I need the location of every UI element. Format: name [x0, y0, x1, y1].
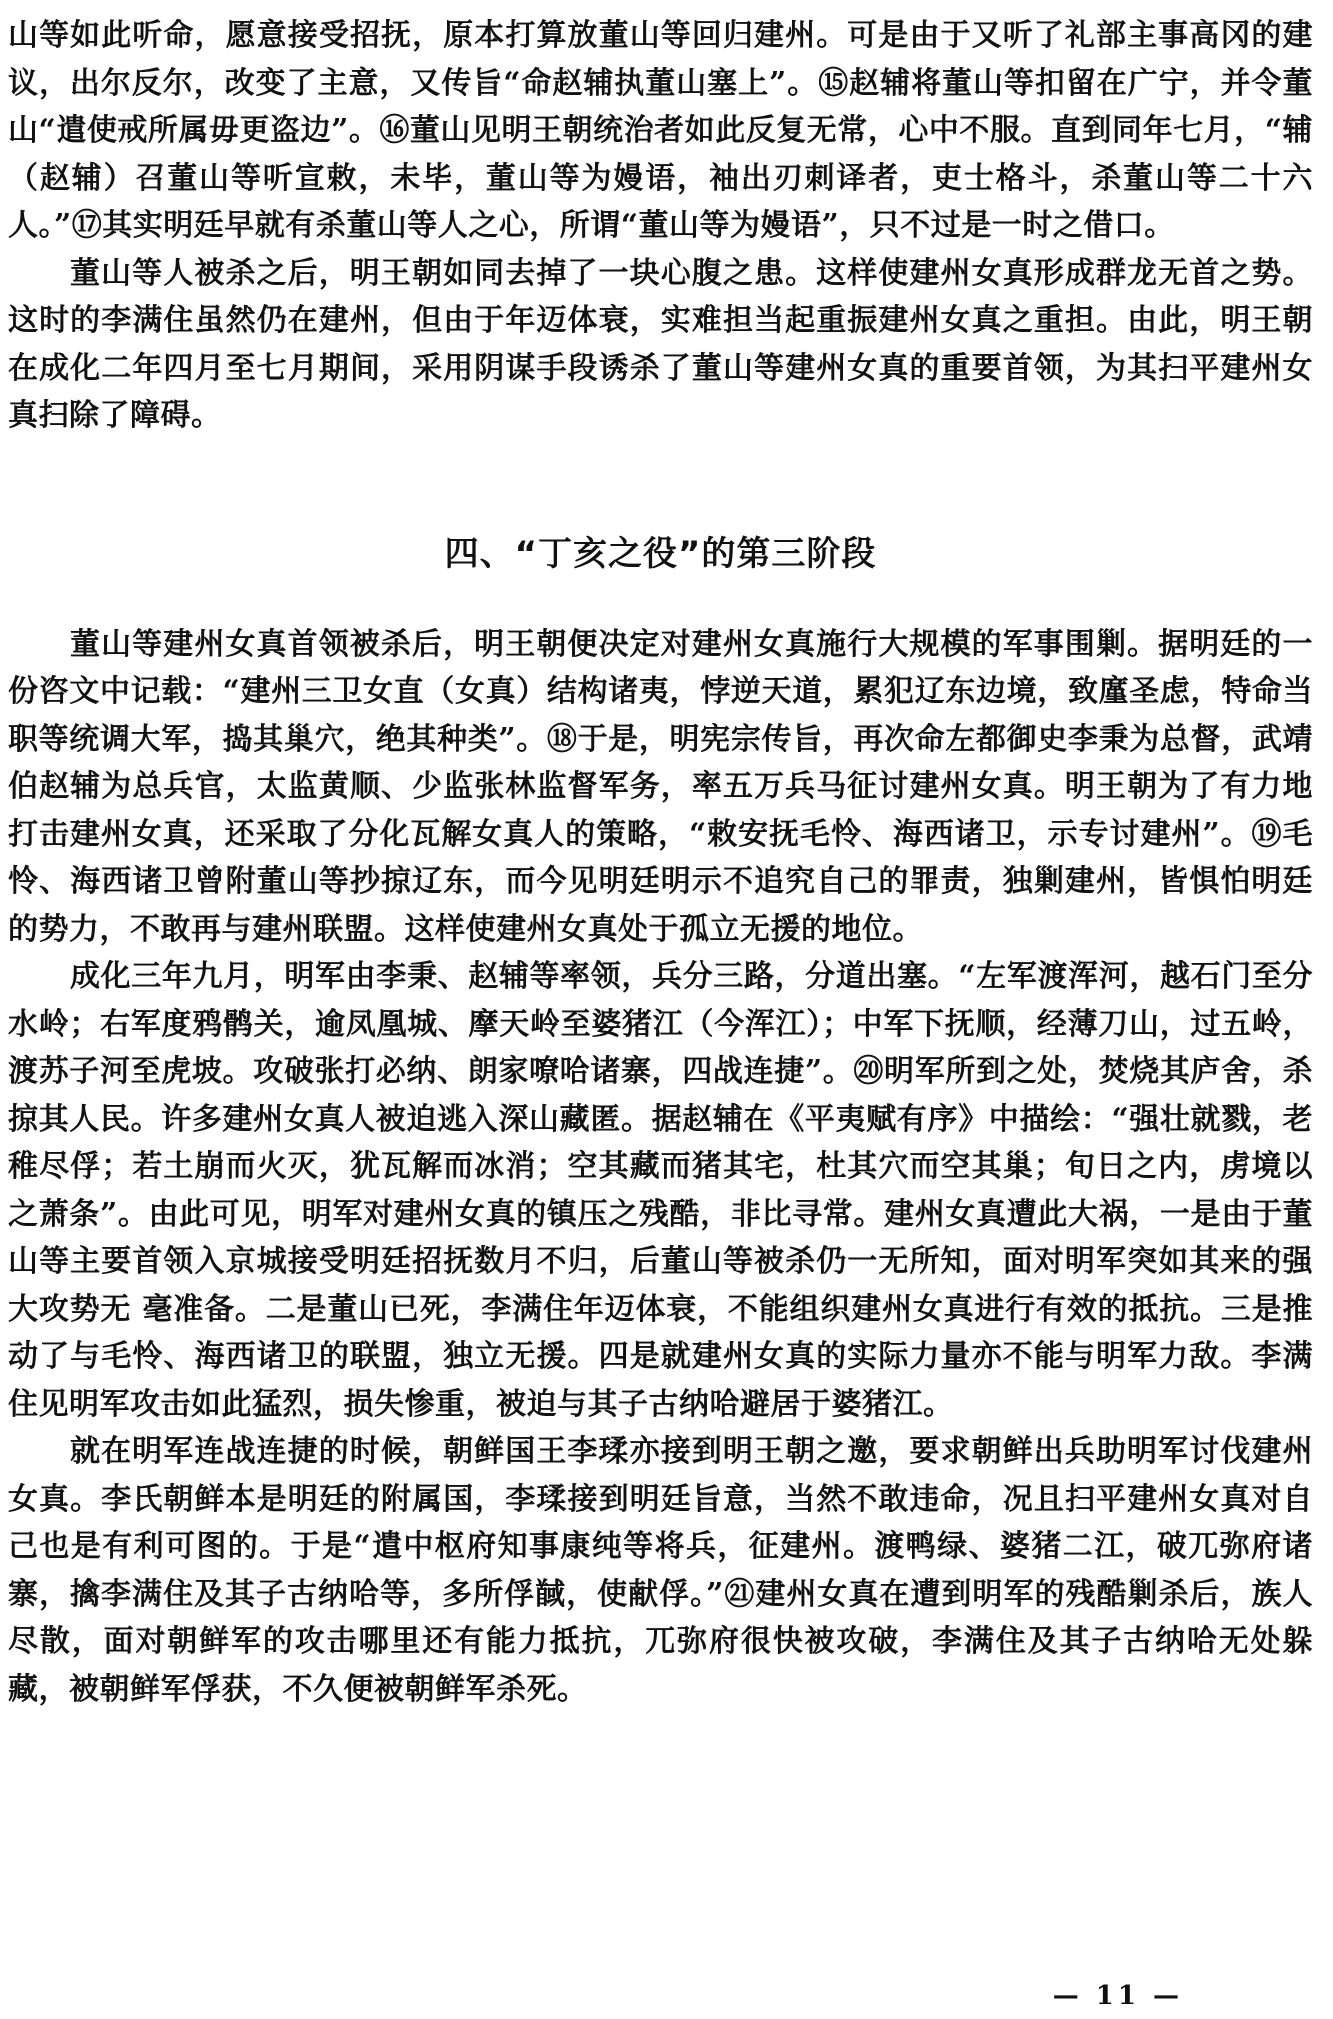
body-after-heading — [8, 621, 1313, 1714]
section-heading: 四、“丁亥之役”的第三阶段 — [444, 533, 877, 574]
page-number: — 11 — — [1052, 1981, 1183, 2011]
body-before-heading — [8, 12, 1313, 440]
paragraph-1: 山等如此听命，愿意接受招抚，原本打算放董山等回归建州。可是由于又听了礼部主事高冈的建议，出尔反尔，改变了主意，又传旨“命赵辅执董山塞上”。⑮赵辅将董山等扣留在广宁，并令董山“遣使戒所属毋更盗边”。⑯董山见明王朝统治者如此反复无常，心中不服。直到同年七月，“辅（赵辅）召董山等听宣敕，未毕，董山等为嫚语，袖出刃刺译者，吏士格斗，杀董山等二十六人。”⑰其实明廷早就有杀董山等人之心，所谓“董山等为嫚语”，只不过是一时之借口。 — [8, 18, 1313, 243]
paragraph-5: 就在明军连战连捷的时候，朝鲜国王李瑈亦接到明王朝之邀，要求朝鲜出兵助明军讨伐建州女真。李氏朝鲜本是明廷的附属国，李瑈接到明廷旨意，当然不敢违命，况且扫平建州女真对自己也是有利可图的。于是“遣中枢府知事康纯等将兵，征建州。渡鸭绿、婆猪二江，破兀弥府诸寨，擒李满住及其子古纳哈等，多所俘馘，使献俘。”㉑建州女真在遭到明军的残酷剿杀后，族人尽散，面对朝鲜军的攻击哪里还有能力抵抗，兀弥府很快被攻破，李满住及其子古纳哈无处躲藏，被朝鲜军俘获，不久便被朝鲜军杀死。 — [8, 1434, 1313, 1707]
paragraph-3: 董山等建州女真首领被杀后，明王朝便决定对建州女真施行大规模的军事围剿。据明廷的一份咨文中记载：“建州三卫女直（女真）结构诸夷，悖逆天道，累犯辽东边境，致廑圣虑，特命当职等统调大军，捣其巢穴，绝其种类”。⑱于是，明宪宗传旨，再次命左都御史李秉为总督，武靖伯赵辅为总兵官，太监黄顺、少监张林监督军务，率五万兵马征讨建州女真。明王朝为了有力地打击建州女真，还采取了分化瓦解女真人的策略，“敕安抚毛怜、海西诸卫，示专讨建州”。⑲毛怜、海西诸卫曾附董山等抄掠辽东，而今见明廷明示不追究自己的罪责，独剿建州，皆惧怕明廷的势力，不敢再与建州联盟。这样使建州女真处于孤立无援的地位。 — [8, 626, 1313, 947]
paragraph-2: 董山等人被杀之后，明王朝如同去掉了一块心腹之患。这样使建州女真形成群龙无首之势。这时的李满住虽然仍在建州，但由于年迈体衰，实难担当起重振建州女真之重担。由此，明王朝在成化二年四月至七月期间，采用阴谋手段诱杀了董山等建州女真的重要首领，为其扫平建州女真扫除了障碍。 — [8, 255, 1313, 433]
paragraph-4: 成化三年九月，明军由李秉、赵辅等率领，兵分三路，分道出塞。“左军渡浑河，越石门至分水岭；右军度鸦鹘关，逾凤凰城、摩天岭至婆猪江（今浑江）；中军下抚顺，经薄刀山，过五岭，渡苏子河至虎坡。攻破张打必纳、朗家嘹哈诸寨，四战连捷”。⑳明军所到之处，焚烧其庐舍，杀掠其人民。许多建州女真人被迫逃入深山藏匿。据赵辅在《平夷赋有序》中描绘：“强壮就戮，老稚尽俘；若土崩而火灭，犹瓦解而冰消；空其藏而猪其宅，杜其穴而空其巢；旬日之内，虏境以之萧条”。由此可见，明军对建州女真的镇压之残酷，非比寻常。建州女真遭此大祸，一是由于董山等主要首领入京城接受明廷招抚数月不归，后董山等被杀仍一无所知，面对明军突如其来的强大攻势无 毫准备。二是董山已死，李满住年迈体衰，不能组织建州女真进行有效的抵抗。三是推动了与毛怜、海西诸卫的联盟，独立无援。四是就建州女真的实际力量亦不能与明军力敌。李满住见明军攻击如此猛烈，损失惨重，被迫与其子古纳哈避居于婆猪江。 — [8, 959, 1313, 1422]
